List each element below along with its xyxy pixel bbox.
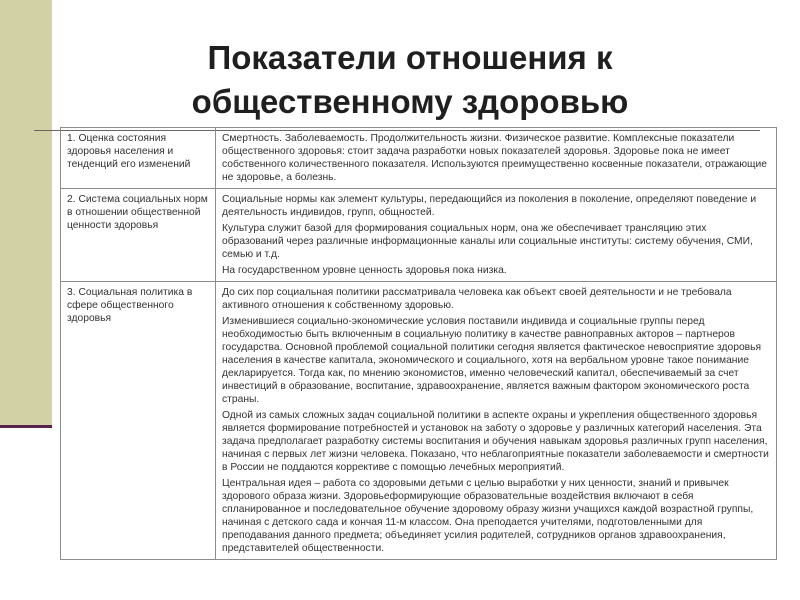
left-accent-line [0, 425, 52, 428]
indicators-table [60, 127, 777, 560]
table-row [61, 282, 777, 560]
left-accent-bar [0, 0, 52, 425]
slide-title [130, 36, 690, 124]
description-cell [216, 282, 777, 560]
description-paragraph: Одной из самых сложных задач социальной политики в аспекте охраны и укрепления общественного здоровья является формирование потребностей и установок на заботу о здоровье у различных категорий населения. Эта задача предполагает разработку системы воспитания и обучения навыкам здоровья различных групп населения, начиная с первых лет жизни человека. Показано, что неблагоприятные показатели заболеваемости и смертности в России не поддаются коррективе с помощью лечебных мероприятий. [222, 410, 769, 473]
description-paragraph: На государственном уровне ценность здоровья пока низка. [222, 265, 507, 276]
slide-title-line2: общественному здоровью [191, 83, 629, 120]
description-cell [216, 128, 777, 189]
description-paragraph: Культура служит базой для формирования социальных норм, она же обеспечивает трансляцию этих образований через различные информационные каналы или социальные институты: систему обучения, СМИ, семью и т.д. [222, 223, 753, 260]
description-paragraph: Смертность. Заболеваемость. Продолжительность жизни. Физическое развитие. Комплексные показатели общественного здоровья: стоит задача разработки новых показателей здоровья. Здоровье пока не имеет собственного количественного показателя. Используются преимущественно косвенные показатели, отражающие не здоровье, а болезнь. [222, 133, 767, 183]
table-row [61, 128, 777, 189]
description-paragraph: Социальные нормы как элемент культуры, передающийся из поколения в поколение, определяют поведение и деятельность индивидов, групп, общностей. [222, 194, 757, 218]
description-paragraph: Центральная идея – работа со здоровыми детьми с целью выработки у них ценности, знаний и привычек здорового образа жизни. Здоровьеформирующие образовательные воздействия включают в себя спланированное и последовательное обучение здоровому образу жизни учащихся каждой возрастной группы, начиная с детского сада и кончая 11-м классом. Она преподается учителями, подготовленными для преподавания данного предмета; объединяет усилия родителей, сотрудников органов здравоохранения, представителей общественности. [222, 478, 754, 554]
indicator-cell: 3. Социальная политика в сфере общественного здоровья [61, 282, 216, 560]
indicator-cell: 1. Оценка состояния здоровья населения и тенденций его изменений [61, 128, 216, 189]
indicator-cell: 2. Система социальных норм в отношении общественной ценности здоровья [61, 189, 216, 282]
slide-title-line1: Показатели отношения к [207, 39, 613, 76]
table-row [61, 189, 777, 282]
description-paragraph: Изменившиеся социально-экономические условия поставили индивида и социальные группы перед необходимостью быть включенным в социальную политику в качестве равноправных акторов – партнеров государства. Основной проблемой социальной политики сегодня является фактическое невосприятие здоровья населения в качестве капитала, экономического и социального, хотя на вербальном уровне такое понимание декларируется. Тогда как, по мнению экономистов, именно человеческий капитал, обеспечиваемый за счет инвестиций в образование, воспитание, здравоохранение, является важным фактором экономического роста страны. [222, 316, 762, 405]
description-cell [216, 189, 777, 282]
description-paragraph: До сих пор социальная политики рассматривала человека как объект своей деятельности и не требовала активного отношения к собственному здоровью. [222, 287, 732, 311]
